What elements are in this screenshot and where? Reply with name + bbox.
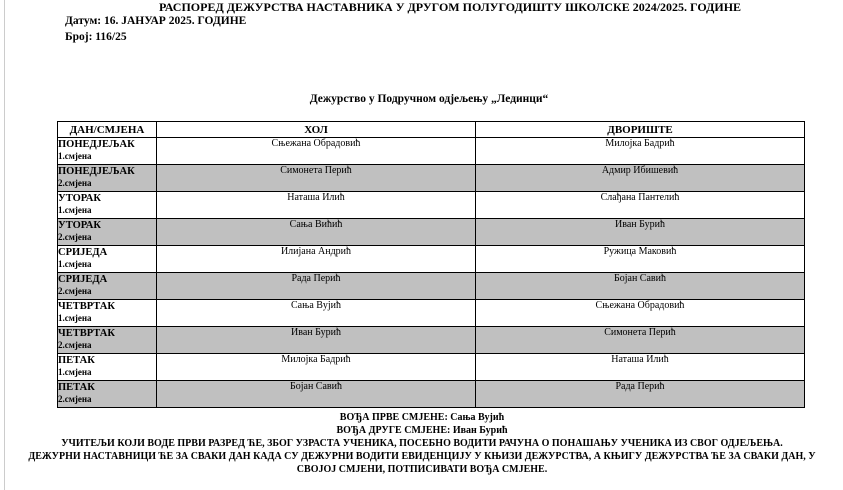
day-label: ПЕТАК xyxy=(58,355,95,366)
hall-duty-teacher: Рада Перић xyxy=(157,273,476,300)
shift-label: 1.смјена xyxy=(58,151,92,161)
table-row xyxy=(58,165,805,192)
shift-label: 2.смјена xyxy=(58,232,92,242)
hall-duty-teacher: Иван Бурић xyxy=(157,327,476,354)
day-shift-cell xyxy=(58,138,157,165)
schedule-subtitle: Дежурство у Подручном одјељењу „Лединци“ xyxy=(309,93,549,105)
footer-line: УЧИТЕЉИ КОЈИ ВОДЕ ПРВИ РАЗРЕД ЋЕ, ЗБОГ УЗРАСТА УЧЕНИКА, ПОСЕБНО ВОДИТИ РАЧУНА О ПОНАШАЊУ УЧЕНИКА ИЗ СВОГ ОДЈЕЉЕЊА. xyxy=(61,438,783,449)
column-header-hall: ХОЛ xyxy=(157,122,476,138)
yard-duty-teacher: Наташа Илић xyxy=(476,354,805,381)
header-row xyxy=(58,122,805,138)
day-label: ПЕТАК xyxy=(58,382,95,393)
table-row xyxy=(58,192,805,219)
footer-line: ВОЂА ДРУГЕ СМЈЕНЕ: Иван Бурић xyxy=(336,425,508,436)
hall-duty-teacher: Сања Вићић xyxy=(157,219,476,246)
hall-duty-teacher: Симонета Перић xyxy=(157,165,476,192)
number-line: Број: 116/25 xyxy=(65,31,127,43)
shift-label: 1.смјена xyxy=(58,259,92,269)
day-label: ЧЕТВРТАК xyxy=(58,301,115,312)
day-shift-cell xyxy=(58,246,157,273)
yard-duty-teacher: Адмир Ибишевић xyxy=(476,165,805,192)
day-label: ПОНЕДЈЕЉАК xyxy=(58,166,135,177)
table-row xyxy=(58,219,805,246)
table-row xyxy=(58,381,805,408)
day-shift-cell xyxy=(58,273,157,300)
yard-duty-teacher: Милојка Бадрић xyxy=(476,138,805,165)
day-shift-cell xyxy=(58,300,157,327)
shift-label: 2.смјена xyxy=(58,394,92,404)
yard-duty-teacher: Рада Перић xyxy=(476,381,805,408)
day-label: УТОРАК xyxy=(58,193,102,204)
hall-duty-teacher: Наташа Илић xyxy=(157,192,476,219)
schedule-table-body xyxy=(58,138,805,408)
hall-duty-teacher: Сања Вујић xyxy=(157,300,476,327)
yard-duty-teacher: Ружица Маковић xyxy=(476,246,805,273)
page-edge-line xyxy=(4,0,5,490)
date-line: Датум: 16. ЈАНУАР 2025. ГОДИНЕ xyxy=(65,15,247,27)
yard-duty-teacher: Иван Бурић xyxy=(476,219,805,246)
day-label: ЧЕТВРТАК xyxy=(58,328,115,339)
day-shift-cell xyxy=(58,219,157,246)
day-shift-cell xyxy=(58,192,157,219)
shift-label: 2.смјена xyxy=(58,178,92,188)
column-header-yard: ДВОРИШТЕ xyxy=(476,122,805,138)
yard-duty-teacher: Сњежана Обрадовић xyxy=(476,300,805,327)
footer-line: ВОЂА ПРВЕ СМЈЕНЕ: Сања Вујић xyxy=(339,412,505,423)
table-row xyxy=(58,138,805,165)
document-title: РАСПОРЕД ДЕЖУРСТВА НАСТАВНИКА У ДРУГОМ ПОЛУГОДИШТУ ШКОЛСКЕ 2024/2025. ГОДИНЕ xyxy=(158,0,742,14)
table-row xyxy=(58,354,805,381)
yard-duty-teacher: Бојан Савић xyxy=(476,273,805,300)
day-shift-cell xyxy=(58,327,157,354)
day-label: СРИЈЕДА xyxy=(58,247,108,258)
table-row xyxy=(58,327,805,354)
column-header-day-shift: ДАН/СМЈЕНА xyxy=(58,122,157,138)
duty-schedule-table xyxy=(57,121,805,408)
table-row xyxy=(58,246,805,273)
day-label: УТОРАК xyxy=(58,220,102,231)
hall-duty-teacher: Милојка Бадрић xyxy=(157,354,476,381)
yard-duty-teacher: Симонета Перић xyxy=(476,327,805,354)
yard-duty-teacher: Слађана Пантелић xyxy=(476,192,805,219)
footer-notes xyxy=(27,411,817,476)
footer-line: ДЕЖУРНИ НАСТАВНИЦИ ЋЕ ЗА СВАКИ ДАН КАДА СУ ДЕЖУРНИ ВОДИТИ ЕВИДЕНЦИЈУ У КЊИЗИ ДЕЖУРСТВА, А КЊИГУ ДЕЖУРСТВА ЋЕ ЗА СВАКИ ДАН, У СВОЈОЈ СМЈЕНИ, ПОТПИСИВАТИ ВОЂА СМЈЕНЕ. xyxy=(28,451,816,475)
hall-duty-teacher: Бојан Савић xyxy=(157,381,476,408)
day-label: СРИЈЕДА xyxy=(58,274,108,285)
shift-label: 1.смјена xyxy=(58,205,92,215)
table-row xyxy=(58,273,805,300)
schedule-table-header xyxy=(58,122,805,138)
day-shift-cell xyxy=(58,165,157,192)
day-shift-cell xyxy=(58,381,157,408)
shift-label: 1.смјена xyxy=(58,367,92,377)
hall-duty-teacher: Сњежана Обрадовић xyxy=(157,138,476,165)
shift-label: 2.смјена xyxy=(58,340,92,350)
shift-label: 2.смјена xyxy=(58,286,92,296)
table-row xyxy=(58,300,805,327)
day-label: ПОНЕДЈЕЉАК xyxy=(58,139,135,150)
shift-label: 1.смјена xyxy=(58,313,92,323)
hall-duty-teacher: Илијана Андрић xyxy=(157,246,476,273)
day-shift-cell xyxy=(58,354,157,381)
